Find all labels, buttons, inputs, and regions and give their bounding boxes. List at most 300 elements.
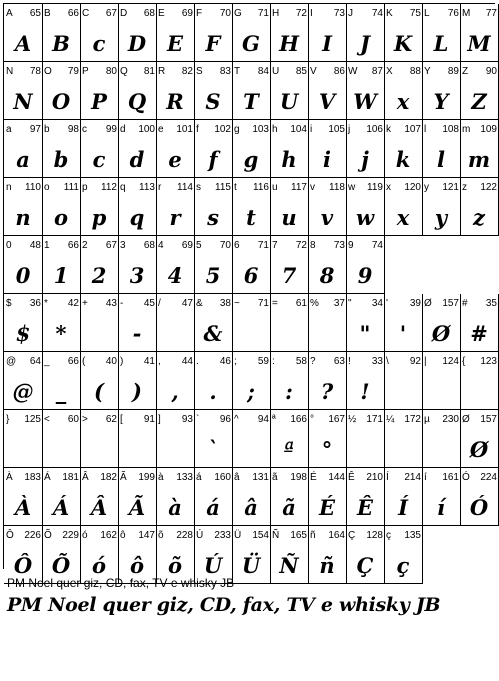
glyph-sample: S <box>205 89 221 114</box>
glyph-cell-header <box>234 298 269 310</box>
glyph-cell <box>194 236 233 294</box>
glyph-sample <box>346 432 384 468</box>
glyph-code-label: 89 <box>447 66 459 77</box>
glyph-char-label: B <box>44 8 51 19</box>
glyph-cell-header <box>196 124 231 136</box>
glyph-sample: ` <box>207 437 219 462</box>
glyph-sample: w <box>355 205 375 230</box>
glyph-code-label: 102 <box>214 124 231 135</box>
glyph-cell <box>4 120 43 178</box>
glyph-cell <box>80 120 119 178</box>
glyph-char-label: q <box>120 182 126 193</box>
glyph-cell-header <box>158 414 193 426</box>
glyph-code-label: 120 <box>404 182 421 193</box>
glyph-sample: W <box>353 89 377 114</box>
glyph-sample: - <box>132 321 142 346</box>
glyph-cell <box>308 294 347 352</box>
glyph-char-label: Q <box>120 66 128 77</box>
glyph-char-label: p <box>82 182 88 193</box>
glyph-cell <box>422 120 461 178</box>
glyph-char-label: ¼ <box>386 414 395 425</box>
glyph-char-label: Ø <box>462 414 470 425</box>
glyph-char-label: ° <box>310 414 314 425</box>
glyph-code-label: 71 <box>257 8 269 19</box>
glyph-cell-header <box>386 472 421 484</box>
glyph-char-label: ? <box>310 356 316 367</box>
glyph-cell-header <box>234 66 269 78</box>
glyph-cell-header <box>196 66 231 78</box>
glyph-cell <box>42 178 81 236</box>
glyph-cell <box>384 468 423 526</box>
glyph-code-label: 34 <box>371 298 383 309</box>
glyph-cell <box>42 410 81 468</box>
glyph-code-label: 135 <box>404 530 421 541</box>
glyph-sample: I <box>322 31 332 56</box>
glyph-cell-header <box>120 66 155 78</box>
glyph-cell-header <box>234 472 269 484</box>
glyph-cell-header <box>462 298 497 310</box>
glyph-cell-header <box>272 8 307 20</box>
glyph-sample: O <box>51 89 71 114</box>
glyph-code-label: 119 <box>367 182 383 193</box>
glyph-code-label: 92 <box>409 356 421 367</box>
glyph-cell <box>460 352 499 410</box>
glyph-cell <box>270 178 309 236</box>
glyph-sample <box>384 374 422 410</box>
glyph-cell-header <box>6 66 41 78</box>
glyph-char-label: r <box>158 182 162 193</box>
glyph-cell <box>194 468 233 526</box>
glyph-cell <box>4 4 43 62</box>
glyph-char-label: µ <box>424 414 430 425</box>
glyph-cell <box>460 120 499 178</box>
glyph-cell <box>270 526 309 584</box>
glyph-sample: s <box>207 205 219 230</box>
glyph-cell <box>232 352 271 410</box>
glyph-char-label: i <box>310 124 313 135</box>
glyph-code-label: 226 <box>24 530 41 541</box>
glyph-cell <box>118 62 157 120</box>
glyph-code-label: 42 <box>67 298 79 309</box>
glyph-char-label: . <box>196 356 199 367</box>
glyph-sample: à <box>168 495 182 520</box>
glyph-char-label: Ç <box>348 530 356 541</box>
glyph-char-label: 1 <box>44 240 50 251</box>
glyph-char-label: ô <box>120 530 126 541</box>
glyph-cell <box>118 120 157 178</box>
glyph-sample: V <box>318 89 336 114</box>
glyph-code-label: 131 <box>252 472 269 483</box>
glyph-sample: $ <box>15 321 31 346</box>
glyph-sample: o <box>53 205 68 230</box>
glyph-sample: l <box>437 147 445 172</box>
glyph-code-label: 113 <box>139 182 155 193</box>
glyph-code-label: 181 <box>62 472 79 483</box>
glyph-sample <box>270 316 308 352</box>
glyph-char-label: Ñ <box>272 530 280 541</box>
glyph-code-label: 160 <box>214 472 231 483</box>
glyph-sample: 1 <box>53 263 69 288</box>
glyph-char-label: x <box>386 182 391 193</box>
glyph-cell-header <box>196 472 231 484</box>
glyph-code-label: 43 <box>105 298 117 309</box>
glyph-char-label: ' <box>386 298 388 309</box>
glyph-cell-header <box>196 298 231 310</box>
glyph-char-label: 9 <box>348 240 354 251</box>
glyph-sample: õ <box>167 553 182 578</box>
glyph-char-label: < <box>44 414 50 425</box>
glyph-cell-header <box>462 124 497 136</box>
glyph-code-label: 124 <box>442 356 459 367</box>
glyph-code-label: 84 <box>257 66 269 77</box>
glyph-sample: v <box>320 205 334 230</box>
glyph-cell-header <box>310 240 345 252</box>
glyph-sample: ' <box>399 321 407 346</box>
glyph-cell <box>118 410 157 468</box>
glyph-code-label: 224 <box>480 472 497 483</box>
glyph-code-label: 100 <box>138 124 155 135</box>
glyph-cell-header <box>272 66 307 78</box>
glyph-cell-header <box>120 298 155 310</box>
glyph-cell-header <box>158 182 193 194</box>
glyph-code-label: 61 <box>295 298 307 309</box>
glyph-char-label: 2 <box>82 240 88 251</box>
glyph-code-label: 123 <box>480 356 497 367</box>
glyph-code-label: 116 <box>253 182 269 193</box>
glyph-cell <box>80 4 119 62</box>
glyph-code-label: 115 <box>215 182 231 193</box>
glyph-cell-header <box>310 66 345 78</box>
glyph-sample: É <box>318 495 335 520</box>
glyph-code-label: 90 <box>485 66 497 77</box>
glyph-cell-header <box>348 356 383 368</box>
glyph-cell <box>384 4 423 62</box>
glyph-sample <box>460 374 498 410</box>
glyph-sample: , <box>171 379 179 404</box>
glyph-sample: K <box>393 31 413 56</box>
glyph-cell <box>422 294 461 352</box>
glyph-sample: : <box>285 379 293 404</box>
glyph-char-label: = <box>272 298 278 309</box>
glyph-char-label: Ã <box>120 472 127 483</box>
glyph-cell <box>346 4 385 62</box>
glyph-cell <box>80 410 119 468</box>
glyph-char-label: P <box>82 66 89 77</box>
glyph-char-label: ~ <box>234 298 240 309</box>
sample-text-large: PM Noel quer giz, CD, fax, TV e whisky JB <box>7 594 441 616</box>
glyph-code-label: 164 <box>328 530 345 541</box>
glyph-cell <box>270 4 309 62</box>
glyph-cell-header <box>44 530 79 542</box>
glyph-code-label: 98 <box>67 124 79 135</box>
glyph-cell <box>346 526 385 584</box>
glyph-cell-header <box>386 182 421 194</box>
glyph-cell <box>118 236 157 294</box>
glyph-cell-header <box>272 182 307 194</box>
glyph-code-label: 97 <box>29 124 41 135</box>
glyph-char-label: c <box>82 124 87 135</box>
glyph-cell-header <box>424 298 459 310</box>
glyph-sample: H <box>279 31 299 56</box>
glyph-char-label: X <box>386 66 393 77</box>
glyph-char-label: ) <box>120 356 124 367</box>
glyph-code-label: 228 <box>176 530 193 541</box>
glyph-cell <box>80 236 119 294</box>
glyph-code-label: 37 <box>333 298 345 309</box>
glyph-sample: @ <box>12 379 34 404</box>
glyph-cell-header <box>348 414 383 426</box>
glyph-char-label: _ <box>44 356 50 367</box>
glyph-cell-header <box>310 8 345 20</box>
glyph-cell-header <box>82 8 117 20</box>
glyph-char-label: a <box>6 124 12 135</box>
glyph-sample: ó <box>91 553 106 578</box>
glyph-cell-header <box>6 356 41 368</box>
glyph-cell <box>270 410 309 468</box>
glyph-sample: i <box>323 147 331 172</box>
glyph-sample: # <box>470 321 488 346</box>
glyph-sample: U <box>279 89 299 114</box>
glyph-cell <box>270 120 309 178</box>
glyph-cell-header <box>234 8 269 20</box>
glyph-code-label: 85 <box>295 66 307 77</box>
glyph-char-label: * <box>44 298 48 309</box>
glyph-cell <box>194 120 233 178</box>
glyph-char-label: > <box>82 414 88 425</box>
glyph-sample: r <box>169 205 181 230</box>
glyph-char-label: ( <box>82 356 86 367</box>
glyph-sample: Á <box>52 495 70 520</box>
glyph-cell-header <box>348 472 383 484</box>
glyph-code-label: 63 <box>333 356 345 367</box>
glyph-char-label: 4 <box>158 240 164 251</box>
glyph-char-label: â <box>234 472 240 483</box>
glyph-char-label: ã <box>272 472 278 483</box>
glyph-sample: Õ <box>51 553 71 578</box>
glyph-cell-header <box>120 124 155 136</box>
glyph-char-label: R <box>158 66 166 77</box>
glyph-cell <box>194 4 233 62</box>
glyph-code-label: 172 <box>404 414 421 425</box>
glyph-cell-header <box>272 530 307 542</box>
glyph-char-label: g <box>234 124 240 135</box>
glyph-cell-header <box>82 298 117 310</box>
glyph-cell-header <box>6 124 41 136</box>
glyph-cell <box>232 294 271 352</box>
glyph-cell <box>270 236 309 294</box>
glyph-cell-header <box>424 182 459 194</box>
glyph-char-label: h <box>272 124 278 135</box>
glyph-cell-header <box>44 298 79 310</box>
glyph-cell-header <box>348 124 383 136</box>
glyph-cell <box>4 410 43 468</box>
glyph-cell <box>232 62 271 120</box>
glyph-char-label: e <box>158 124 164 135</box>
glyph-code-label: 162 <box>100 530 117 541</box>
glyph-sample: h <box>281 147 297 172</box>
glyph-sample: Ã <box>128 495 146 520</box>
glyph-char-label: u <box>272 182 278 193</box>
glyph-cell <box>384 526 423 584</box>
glyph-cell-header <box>386 298 421 310</box>
glyph-cell-header <box>82 530 117 542</box>
glyph-char-label: ñ <box>310 530 316 541</box>
glyph-cell-header <box>424 472 459 484</box>
glyph-sample: 5 <box>205 263 221 288</box>
glyph-sample: Ü <box>241 553 261 578</box>
glyph-char-label: ó <box>82 530 88 541</box>
glyph-char-label: Í <box>386 472 389 483</box>
glyph-cell-header <box>462 8 497 20</box>
glyph-code-label: 74 <box>371 8 383 19</box>
glyph-cell <box>270 62 309 120</box>
glyph-cell-header <box>158 472 193 484</box>
glyph-char-label: k <box>386 124 391 135</box>
glyph-cell-header <box>462 472 497 484</box>
glyph-sample: q <box>129 205 145 230</box>
glyph-sample: ç <box>396 553 410 578</box>
glyph-char-label: f <box>196 124 199 135</box>
glyph-sample: Q <box>127 89 147 114</box>
glyph-sample <box>232 432 270 468</box>
glyph-char-label: } <box>6 414 10 425</box>
glyph-cell <box>460 4 499 62</box>
glyph-code-label: 33 <box>371 356 383 367</box>
glyph-cell <box>308 468 347 526</box>
glyph-cell-header <box>424 414 459 426</box>
glyph-sample: ( <box>94 379 104 404</box>
glyph-code-label: 41 <box>143 356 155 367</box>
sample-text-small: PM Noel quer giz, CD, fax, TV e whisky JB <box>7 576 235 590</box>
glyph-char-label: à <box>158 472 164 483</box>
glyph-sample: ô <box>129 553 144 578</box>
glyph-cell-header <box>310 356 345 368</box>
glyph-char-label: 7 <box>272 240 278 251</box>
glyph-cell <box>156 4 195 62</box>
glyph-cell-header <box>310 298 345 310</box>
glyph-code-label: 66 <box>67 356 79 367</box>
glyph-sample: í <box>437 495 445 520</box>
glyph-cell <box>194 294 233 352</box>
glyph-sample <box>156 316 194 352</box>
glyph-code-label: 157 <box>480 414 497 425</box>
glyph-sample: d <box>129 147 145 172</box>
glyph-cell <box>118 294 157 352</box>
glyph-cell <box>308 410 347 468</box>
glyph-sample: . <box>209 379 217 404</box>
glyph-cell <box>422 410 461 468</box>
glyph-code-label: 144 <box>328 472 345 483</box>
glyph-cell-header <box>120 472 155 484</box>
glyph-code-label: 166 <box>290 414 307 425</box>
glyph-sample: a <box>16 147 30 172</box>
glyph-cell-header <box>234 356 269 368</box>
glyph-cell <box>80 352 119 410</box>
glyph-char-label: õ <box>158 530 164 541</box>
glyph-char-label: $ <box>6 298 12 309</box>
glyph-cell <box>232 236 271 294</box>
glyph-sample: g <box>243 147 259 172</box>
glyph-cell <box>384 120 423 178</box>
glyph-code-label: 62 <box>105 414 117 425</box>
glyph-char-label: ! <box>348 356 351 367</box>
glyph-cell-header <box>234 182 269 194</box>
glyph-cell <box>384 294 423 352</box>
glyph-char-label: N <box>6 66 14 77</box>
glyph-code-label: 233 <box>214 530 231 541</box>
glyph-cell <box>232 4 271 62</box>
glyph-code-label: 68 <box>143 240 155 251</box>
glyph-code-label: 75 <box>409 8 421 19</box>
glyph-cell-header <box>348 66 383 78</box>
glyph-code-label: 214 <box>404 472 421 483</box>
glyph-code-label: 45 <box>143 298 155 309</box>
glyph-cell-header <box>196 530 231 542</box>
glyph-sample: ã <box>282 495 296 520</box>
glyph-cell <box>346 410 385 468</box>
glyph-sample <box>80 316 118 352</box>
glyph-cell <box>4 294 43 352</box>
glyph-code-label: 125 <box>24 414 41 425</box>
glyph-code-label: 70 <box>219 8 231 19</box>
glyph-cell-header <box>120 356 155 368</box>
glyph-cell <box>460 62 499 120</box>
glyph-cell-header <box>44 240 79 252</box>
glyph-sample: 6 <box>243 263 259 288</box>
glyph-sample: N <box>13 89 33 114</box>
glyph-char-label: U <box>272 66 280 77</box>
glyph-cell-header <box>82 472 117 484</box>
glyph-sample: T <box>243 89 259 114</box>
glyph-cell <box>308 120 347 178</box>
glyph-cell-header <box>82 414 117 426</box>
glyph-char-label: d <box>120 124 126 135</box>
glyph-cell <box>460 294 499 352</box>
glyph-sample: 7 <box>281 263 297 288</box>
glyph-code-label: 93 <box>181 414 193 425</box>
glyph-cell <box>232 526 271 584</box>
glyph-sample: ñ <box>319 553 335 578</box>
glyph-cell-header <box>158 298 193 310</box>
glyph-cell <box>308 62 347 120</box>
character-map-grid <box>3 3 497 578</box>
glyph-sample: ª <box>283 437 295 462</box>
glyph-sample: m <box>467 147 491 172</box>
glyph-code-label: 105 <box>328 124 345 135</box>
glyph-char-label: @ <box>6 356 17 367</box>
glyph-code-label: 109 <box>480 124 497 135</box>
glyph-sample: ? <box>320 379 334 404</box>
glyph-code-label: 161 <box>442 472 459 483</box>
glyph-code-label: 88 <box>409 66 421 77</box>
glyph-cell-header <box>6 414 41 426</box>
glyph-sample: M <box>467 31 491 56</box>
glyph-cell-header <box>272 472 307 484</box>
glyph-char-label: z <box>462 182 467 193</box>
glyph-cell-header <box>234 530 269 542</box>
glyph-char-label: m <box>462 124 471 135</box>
glyph-cell-header <box>44 472 79 484</box>
glyph-code-label: 35 <box>485 298 497 309</box>
glyph-cell-header <box>234 414 269 426</box>
glyph-char-label: Ü <box>234 530 242 541</box>
glyph-code-label: 64 <box>29 356 41 367</box>
glyph-sample: 3 <box>129 263 145 288</box>
glyph-char-label: Ú <box>196 530 204 541</box>
glyph-char-label: , <box>158 356 161 367</box>
glyph-code-label: 133 <box>176 472 193 483</box>
glyph-char-label: À <box>6 472 13 483</box>
